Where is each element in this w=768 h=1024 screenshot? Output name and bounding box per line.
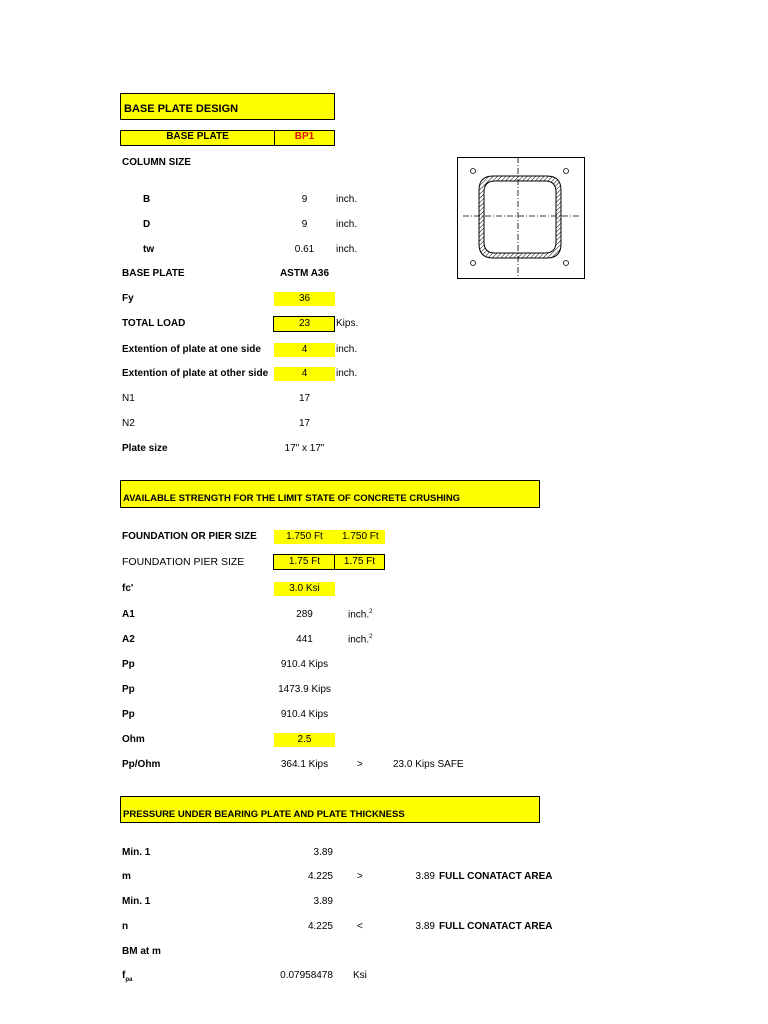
ext1-value: 4 bbox=[301, 344, 308, 355]
ohm-label: Ohm bbox=[122, 734, 145, 745]
m-ref: 3.89 bbox=[415, 871, 435, 882]
total-load-label: TOTAL LOAD bbox=[122, 318, 186, 329]
base-plate-material: ASTM A36 bbox=[279, 268, 330, 279]
a1-value: 289 bbox=[296, 609, 313, 620]
pier-value-1: 1.750 Ft bbox=[286, 531, 323, 542]
m-compare: > bbox=[357, 871, 363, 882]
pp-label-1: Pp bbox=[122, 659, 135, 670]
a2-value: 441 bbox=[296, 634, 313, 645]
row-tw-label: tw bbox=[143, 244, 155, 255]
n1-label: N1 bbox=[122, 393, 135, 404]
total-load-unit: Kips. bbox=[336, 318, 359, 329]
row-b-label: B bbox=[143, 194, 151, 205]
row-d-label: D bbox=[143, 219, 151, 230]
base-plate-row-label: BASE PLATE bbox=[122, 268, 185, 279]
a2-label: A2 bbox=[122, 634, 135, 645]
pp-ohm-compare: > bbox=[357, 759, 363, 770]
fy-value: 36 bbox=[298, 293, 311, 304]
pressure-section-title: PRESSURE UNDER BEARING PLATE AND PLATE THICKNESS bbox=[123, 809, 405, 820]
base-plate-id: BP1 bbox=[294, 131, 315, 142]
pp-value-3: 910.4 Kips bbox=[280, 709, 329, 720]
ext1-unit: inch. bbox=[336, 344, 358, 355]
min2-label: Min. 1 bbox=[122, 896, 151, 907]
pp-label-3: Pp bbox=[122, 709, 135, 720]
n1-value: 17 bbox=[298, 393, 311, 404]
fpa-value: 0.07958478 bbox=[280, 970, 333, 981]
pier-size-label: FOUNDATION OR PIER SIZE bbox=[122, 531, 257, 542]
m-label: m bbox=[122, 871, 131, 882]
n-result: FULL CONATACT AREA bbox=[439, 921, 553, 932]
pier-size-label-2: FOUNDATION PIER SIZE bbox=[122, 556, 245, 568]
n-label: n bbox=[122, 921, 129, 932]
min1-label: Min. 1 bbox=[122, 847, 151, 858]
fc-label: fc' bbox=[122, 583, 134, 594]
min1-value: 3.89 bbox=[313, 847, 333, 858]
base-plate-label: BASE PLATE bbox=[166, 131, 229, 142]
ext2-label: Extention of plate at other side bbox=[122, 368, 269, 379]
fpa-unit: Ksi bbox=[353, 970, 367, 981]
row-tw-value: 0.61 bbox=[294, 244, 315, 255]
m-result: FULL CONATACT AREA bbox=[439, 871, 553, 882]
m-value: 4.225 bbox=[307, 871, 333, 882]
pp-ohm-value: 364.1 Kips bbox=[280, 759, 329, 770]
n2-label: N2 bbox=[122, 418, 135, 429]
min2-value: 3.89 bbox=[313, 896, 333, 907]
fc-value: 3.0 Ksi bbox=[289, 583, 320, 594]
ext2-value: 4 bbox=[301, 368, 308, 379]
fy-label: Fy bbox=[122, 293, 134, 304]
row-d-unit: inch. bbox=[336, 219, 358, 230]
row-b-unit: inch. bbox=[336, 194, 358, 205]
a2-unit: inch.$^2$ bbox=[348, 634, 373, 646]
total-load-value: 23 bbox=[298, 318, 311, 329]
n2-value: 17 bbox=[298, 418, 311, 429]
concrete-section-title: AVAILABLE STRENGTH FOR THE LIMIT STATE OF CONCRETE CRUSHING bbox=[123, 493, 461, 504]
n-value: 4.225 bbox=[307, 921, 333, 932]
fpa-label: $f_{pa}$ bbox=[122, 970, 133, 983]
ohm-value: 2.5 bbox=[297, 734, 312, 745]
a1-label: A1 bbox=[122, 609, 135, 620]
column-size-label: COLUMN SIZE bbox=[122, 157, 191, 168]
ext1-label: Extention of plate at one side bbox=[122, 344, 261, 355]
pp-value-2: 1473.9 Kips bbox=[278, 684, 331, 695]
plate-size-label: Plate size bbox=[122, 443, 168, 454]
n-compare: < bbox=[357, 921, 363, 932]
ext2-unit: inch. bbox=[336, 368, 358, 379]
a1-unit: inch.$^2$ bbox=[348, 609, 373, 621]
pp-value-1: 910.4 Kips bbox=[280, 659, 329, 670]
pier-value-2b: 1.75 Ft bbox=[343, 556, 376, 567]
pp-label-2: Pp bbox=[122, 684, 135, 695]
pp-ohm-load: 23.0 Kips SAFE bbox=[393, 759, 464, 770]
pp-ohm-label: Pp/Ohm bbox=[122, 759, 161, 770]
page-title: BASE PLATE DESIGN bbox=[124, 103, 239, 115]
n-ref: 3.89 bbox=[415, 921, 435, 932]
row-b-value: 9 bbox=[301, 194, 308, 205]
row-tw-unit: inch. bbox=[336, 244, 358, 255]
row-d-value: 9 bbox=[301, 219, 308, 230]
base-plate-diagram bbox=[457, 157, 585, 279]
pier-value-2: 1.750 Ft bbox=[342, 531, 379, 542]
plate-size-value: 17" x 17" bbox=[284, 443, 325, 454]
pier-value-2a: 1.75 Ft bbox=[288, 556, 321, 567]
bm-label: BM at m bbox=[122, 946, 161, 957]
